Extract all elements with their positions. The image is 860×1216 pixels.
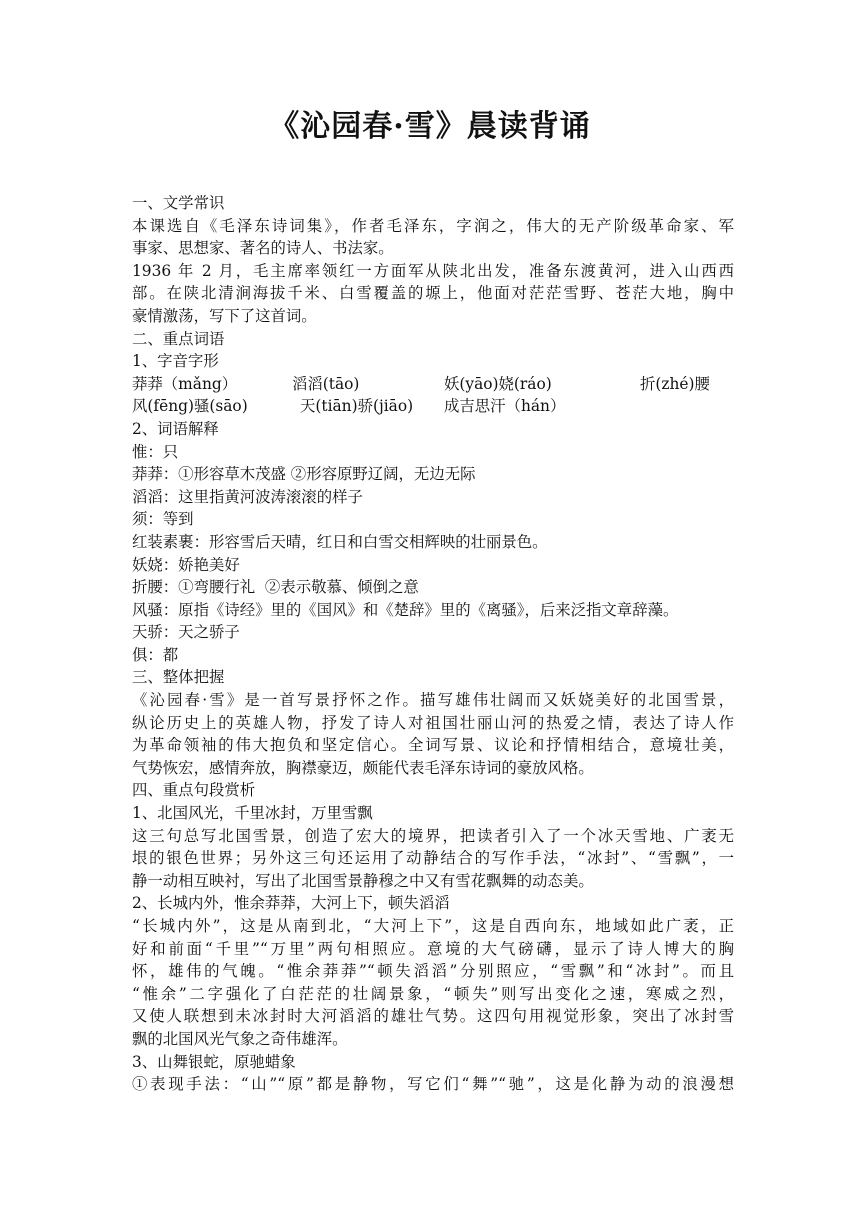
paragraph-line: 本课选自《毛泽东诗词集》，作者毛泽东，字润之，伟大的无产阶级革命家、军 bbox=[132, 216, 734, 235]
section-heading: 三、整体把握 bbox=[132, 668, 225, 687]
paragraph-line: 静一动相互映衬，写出了北国雪景静穆之中又有雪花飘舞的动态美。 bbox=[132, 871, 594, 890]
paragraph-line: 飘的北国风光气象之奇伟雄浑。 bbox=[132, 1029, 348, 1048]
definition-line: 红装素裹：形容雪后天晴，红日和白雪交相辉映的壮丽景色。 bbox=[132, 532, 548, 551]
paragraph-line: 豪情激荡，写下了这首词。 bbox=[132, 306, 317, 325]
paragraph-line: “长城内外”，这是从南到北，“大河上下”，这是自西向东，地域如此广袤，正 bbox=[132, 917, 734, 935]
definition-line: 俱：都 bbox=[132, 645, 179, 664]
pinyin-row bbox=[132, 373, 734, 396]
definition-line: 滔滔：这里指黄河波涛滚滚的样子 bbox=[132, 487, 363, 506]
paragraph-line: 怀，雄伟的气魄。“惟余莽莽”“顿失滔滔”分别照应，“雪飘”和“冰封”。而且 bbox=[132, 962, 734, 981]
pinyin-entry: 风(fēng)骚(sāo) bbox=[132, 397, 248, 416]
definition-line: 折腰：①弯腰行礼 ②表示敬慕、倾倒之意 bbox=[132, 578, 419, 597]
paragraph-line: “惟余”二字强化了白茫茫的壮阔景象，“顿失”则写出变化之速，寒威之烈， bbox=[132, 984, 734, 1003]
document-body bbox=[132, 192, 734, 1096]
paragraph-line: 又使人联想到未冰封时大河滔滔的雄壮气势。这四句用视觉形象，突出了冰封雪 bbox=[132, 1007, 734, 1026]
paragraph-line: 纵论历史上的英雄人物，抒发了诗人对祖国壮丽山河的热爱之情，表达了诗人作 bbox=[132, 713, 734, 732]
pinyin-entry: 天(tiān)骄(jiāo) bbox=[300, 397, 414, 416]
page-title: 《沁园春·雪》晨读背诵 bbox=[269, 109, 591, 144]
pinyin-entry: 莽莽（mǎng） bbox=[132, 374, 238, 393]
paragraph-line: 《沁园春·雪》是一首写景抒怀之作。描写雄伟壮阔而又妖娆美好的北国雪景， bbox=[132, 691, 734, 710]
section-heading: 一、文学常识 bbox=[132, 194, 225, 212]
quote-heading: 3、山舞银蛇，原驰蜡象 bbox=[132, 1052, 296, 1071]
quote-heading: 1、北国风光，千里冰封，万里雪飘 bbox=[132, 804, 373, 823]
section-heading: 二、重点词语 bbox=[132, 329, 225, 348]
paragraph-line: 气势恢宏，感情奔放，胸襟豪迈，颇能代表毛泽东诗词的豪放风格。 bbox=[132, 758, 594, 777]
pinyin-entry: 折(zhé)腰 bbox=[640, 374, 710, 393]
pinyin-entry: 滔滔(tāo) bbox=[292, 374, 360, 393]
definition-line: 天骄：天之骄子 bbox=[132, 623, 240, 642]
pinyin-entry: 妖(yāo)娆(ráo) bbox=[444, 374, 552, 393]
subsection-heading: 2、词语解释 bbox=[132, 419, 219, 438]
paragraph-line: 垠的银色世界；另外这三句还运用了动静结合的写作手法，“冰封”、“雪飘”，一 bbox=[132, 849, 734, 868]
subsection-heading: 1、字音字形 bbox=[132, 352, 219, 371]
paragraph-line: ①表现手法：“山”“原”都是静物，写它们“舞”“驰”，这是化静为动的浪漫想 bbox=[132, 1075, 734, 1094]
paragraph-line: 事家、思想家、著名的诗人、书法家。 bbox=[132, 239, 394, 258]
definition-line: 惟：只 bbox=[132, 442, 179, 461]
section-heading: 四、重点句段赏析 bbox=[132, 781, 256, 800]
paragraph-line: 好和前面“千里”“万里”两句相照应。意境的大气磅礴，显示了诗人博大的胸 bbox=[132, 939, 734, 958]
paragraph-line: 这三句总写北国雪景，创造了宏大的境界，把读者引入了一个冰天雪地、广袤无 bbox=[132, 826, 734, 845]
pinyin-entry: 成吉思汗（hán） bbox=[444, 397, 566, 416]
definition-line: 风骚：原指《诗经》里的《国风》和《楚辞》里的《离骚》，后来泛指文章辞藻。 bbox=[132, 600, 679, 619]
paragraph-line: 1936 年 2 月，毛主席率领红一方面军从陕北出发，准备东渡黄河，进入山西西 bbox=[132, 261, 734, 280]
pinyin-row bbox=[132, 395, 734, 418]
paragraph-line: 为革命领袖的伟大抱负和坚定信心。全词写景、议论和抒情相结合，意境壮美， bbox=[132, 736, 734, 755]
definition-line: 须：等到 bbox=[132, 510, 194, 529]
definition-line: 莽莽：①形容草木茂盛 ②形容原野辽阔，无边无际 bbox=[132, 465, 476, 484]
paragraph-line: 部。在陕北清涧海拔千米、白雪覆盖的塬上，他面对茫茫雪野、苍茫大地，胸中 bbox=[132, 284, 734, 303]
quote-heading: 2、长城内外，惟余莽莽，大河上下，顿失滔滔 bbox=[132, 894, 450, 913]
definition-line: 妖娆：娇艳美好 bbox=[132, 555, 240, 574]
